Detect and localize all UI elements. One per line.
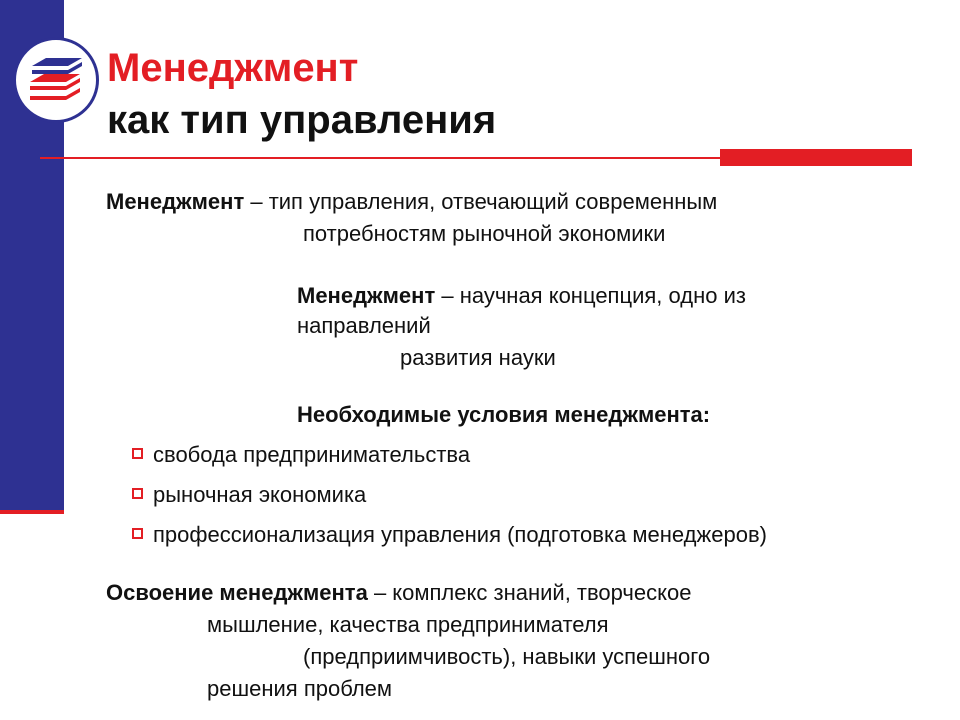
- definition-3-line-2: мышление, качества предпринимателя: [207, 612, 609, 637]
- checkbox-bullet-icon: [132, 448, 143, 459]
- definition-3-text-1: – комплекс знаний, творческое: [367, 580, 692, 605]
- definition-1-term: Менеджмент: [106, 189, 245, 214]
- title-underline: [40, 157, 720, 159]
- definition-1-text-1: – тип управления, отвечающий современным: [244, 189, 718, 214]
- list-item-label: свобода предпринимательства: [153, 442, 471, 467]
- definition-3-term: Освоение менеджмента: [106, 580, 368, 605]
- definition-3-line-3: (предприимчивость), навыки успешного: [303, 644, 711, 669]
- definition-1-line-1: [106, 187, 717, 217]
- definition-2-term: Менеджмент: [297, 283, 436, 308]
- definition-2-line-1: [297, 281, 746, 311]
- title-line-1: Менеджмент: [107, 46, 359, 90]
- logo: [13, 37, 99, 123]
- list-item-label: рыночная экономика: [153, 482, 367, 507]
- conditions-heading: Необходимые условия менеджмента:: [297, 402, 711, 427]
- title-underline-accent: [720, 149, 912, 166]
- side-bar-accent: [0, 510, 64, 514]
- definition-3-line-4: решения проблем: [207, 676, 393, 701]
- stacked-books-icon: [16, 40, 96, 120]
- definition-2-line-2: направлений: [297, 313, 431, 338]
- list-item: [132, 480, 366, 510]
- title-line-2: как тип управления: [107, 98, 497, 142]
- checkbox-bullet-icon: [132, 528, 143, 539]
- definition-3-line-1: [106, 578, 691, 608]
- page-title: [107, 42, 496, 146]
- list-item: [132, 520, 767, 550]
- checkbox-bullet-icon: [132, 488, 143, 499]
- definition-1-line-2: потребностям рыночной экономики: [303, 221, 666, 246]
- list-item: [132, 440, 470, 470]
- definition-2-text-1: – научная концепция, одно из: [435, 283, 746, 308]
- list-item-label: профессионализация управления (подготовка менеджеров): [153, 522, 767, 547]
- definition-2-line-3: развития науки: [400, 345, 556, 370]
